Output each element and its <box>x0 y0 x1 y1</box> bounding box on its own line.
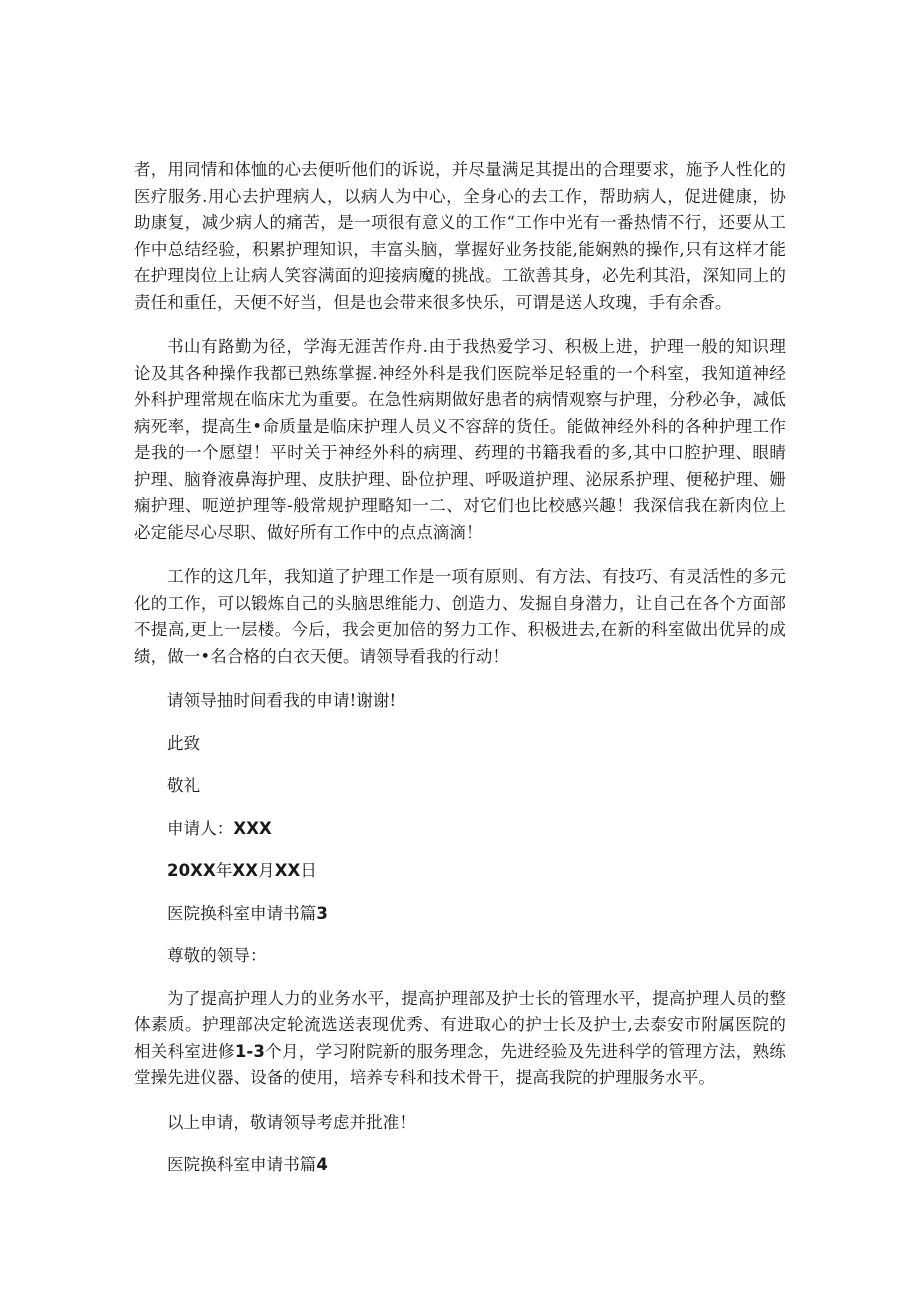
section-4-title <box>134 1152 786 1179</box>
request-line: 请领导抽时间看我的申请!谢谢! <box>167 691 397 710</box>
paragraph-4-range: 1-3 <box>234 1041 265 1061</box>
salutation-line: 尊敬的领导： <box>167 946 267 965</box>
paragraph-4 <box>134 986 786 1092</box>
date-day-char: 日 <box>300 861 317 880</box>
section-3-title <box>134 901 786 928</box>
section-3-number: 3 <box>316 903 328 923</box>
section-4-title-text: 医院换科室申请书篇 <box>167 1155 317 1174</box>
applicant-name: XXX <box>233 818 272 838</box>
section-4-number: 4 <box>316 1155 328 1174</box>
paragraph-3: 工作的这几年，我知道了护理工作是一项有原则、有方法、有技巧、有灵活性的多元化的工作，可以锻炼自己的头脑思维能力、创造力、发掘自身潜力，让自己在各个方面部不提高,更上一层楼。今后，我会更加倍的努力工作、积极进去,在新的科室做出优异的成绩，做一•名合格的白衣天便。请领导看我的行动！ <box>134 567 786 666</box>
date-month: XX <box>232 861 259 880</box>
approval-line: 以上申请，敬请领导考虑并批准！ <box>167 1112 416 1132</box>
date-day: XX <box>274 861 301 880</box>
closing-line: 此致 <box>167 733 201 753</box>
document-body <box>134 157 786 1195</box>
applicant-line <box>134 816 786 843</box>
applicant-label: 申请人： <box>167 818 234 838</box>
paragraph-1: 者，用同情和体恤的心去便听他们的诉说，并尽量满足其提出的合理要求，施予人性化的医疗服务.用心去护理病人，以病人为中心，全身心的去工作，帮助病人，促进健康，协助康复，减少病人的痛苦，是一项很有意义的工作“工作中光有一番热情不行，还要从工作中总结经验，积累护理知识，丰富头脑，掌握好业务技能,能娴熟的操作,只有这样才能在护理岗位上让病人笑容满面的迎接病魔的挑战。工欲善其身，必先利其沿，深知同上的责任和重任，天便不好当，但是也会带来很多快乐，可谓是送人玫瑰，手有余香。 <box>134 160 786 312</box>
date-year-char: 年 <box>215 861 233 880</box>
date-month-char: 月 <box>258 861 275 880</box>
date-line <box>134 858 786 885</box>
section-3-title-text: 医院换科室申请书篇 <box>167 903 317 923</box>
paragraph-2: 书山有路勤为径，学海无涯苦作舟.由于我热爱学习、积极上进，护理一般的知识理论及其各种操作我都已熟练掌握.神经外科是我们医院举足轻重的一个科室，我知道神经外科护理常规在临床尤为重要。在急性病期做好患者的病情观察与护理，分秒必争，减低病死率，提高生•命质量是临床护理人员义不容辞的货任。能做神经外科的各种护理工作是我的一个愿望！平时关于神经外科的病理、药理的书籍我看的多,其中口腔护理、眼睛护理、脑脊液鼻海护理、皮肤护理、卧位护理、呼吸道护理、泌尿系护理、便秘护理、姗痫护理、呃逆护理等-般常规护理略知一二、对它们也比校感兴趣！我深信我在新肉位上必定能尽心尽职、做好所有工作中的点点滴滴！ <box>134 337 786 542</box>
salute-line: 敬礼 <box>167 776 201 795</box>
date-year: 20XX <box>167 861 216 880</box>
paragraph-4-part-a: 为了提高护理人力的业务水平，提高护理部及护士长的管理水平，提高护理人员的整体素质。护理部决定轮流选送表现优秀、有进取心的护士长及护士,去泰安市附属医院的相关科室进修 <box>134 988 786 1061</box>
paragraph-4-part-b: 个月，学习附院新的服务理念，先进经验及先进科学的管理方法，熟练堂操先进仪器、设备的使用，培养专科和技术骨干，提高我院的护理服务水平。 <box>134 1041 786 1087</box>
